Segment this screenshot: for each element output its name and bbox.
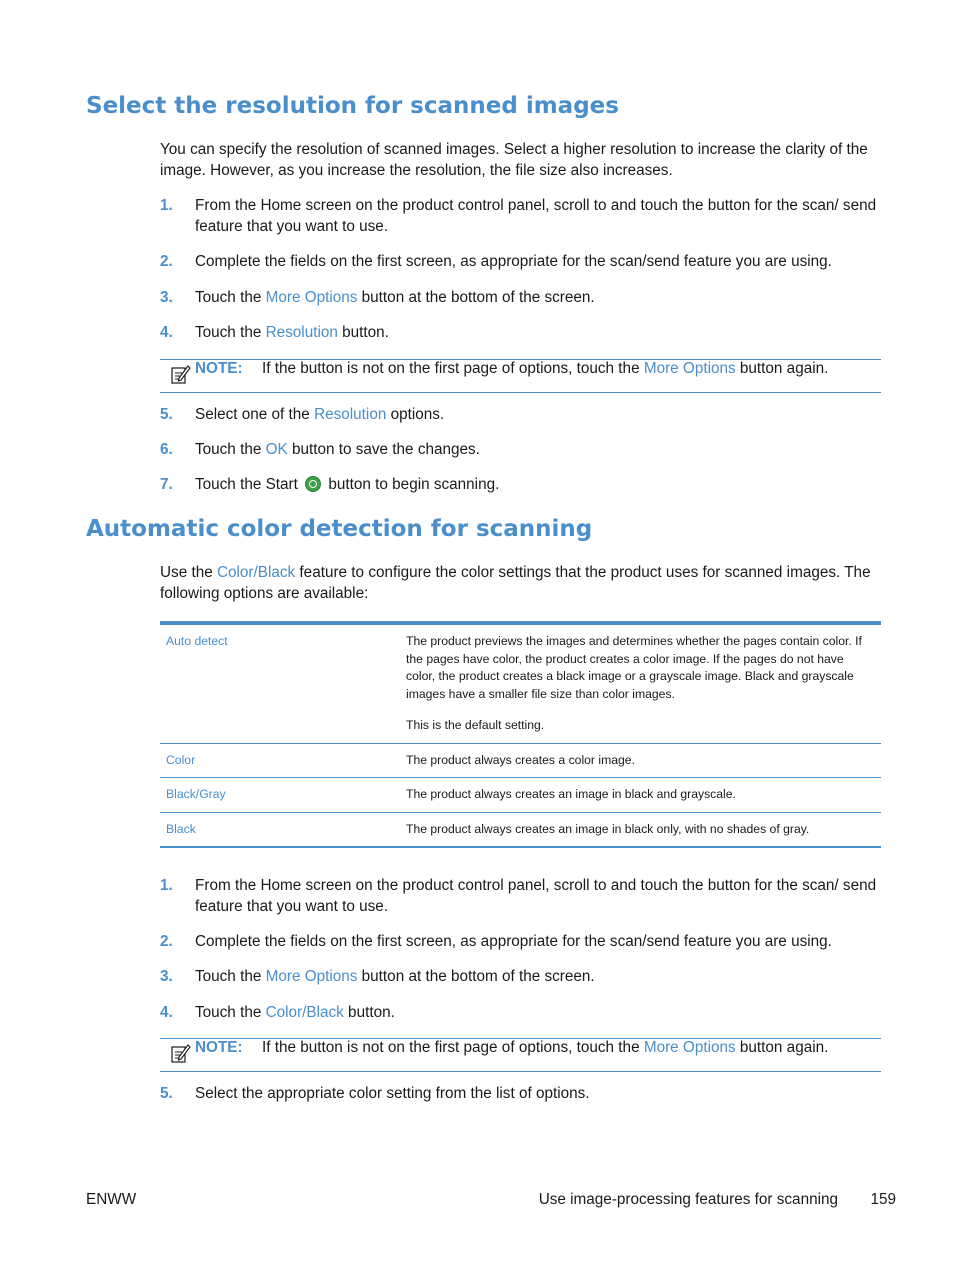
- step-text: Select the appropriate color setting from the list of options.: [195, 1085, 590, 1102]
- step-text: [195, 404, 882, 425]
- start-button-icon: [305, 476, 321, 492]
- step-5: [160, 404, 882, 425]
- note-icon: [170, 363, 192, 385]
- option-description: [400, 778, 881, 813]
- step-number: 2.: [160, 253, 173, 270]
- option-description: [400, 623, 881, 743]
- step-text: [195, 287, 882, 308]
- step-number: 1.: [160, 877, 173, 894]
- step-text-post: button.: [343, 1004, 395, 1021]
- step-text: [195, 966, 882, 987]
- step-number: 2.: [160, 933, 173, 950]
- step-text: Complete the fields on the first screen, as appropriate for the scan/send feature you are using.: [195, 253, 832, 270]
- note-label: NOTE:: [195, 360, 243, 377]
- step-number: 4.: [160, 324, 173, 341]
- step-number: 5.: [160, 1085, 173, 1102]
- note-text-post: button again.: [735, 360, 829, 377]
- table-row: [160, 743, 881, 778]
- step-text-post: button at the bottom of the screen.: [357, 289, 595, 306]
- step-text: Complete the fields on the first screen, as appropriate for the scan/send feature you are using.: [195, 933, 832, 950]
- step-number: 5.: [160, 406, 173, 423]
- note-text-pre: If the button is not on the first page of options, touch the: [262, 360, 644, 377]
- step-number: 3.: [160, 968, 173, 985]
- step-7: [160, 474, 882, 495]
- step-text-pre: Touch the: [195, 441, 266, 458]
- step-text-pre: Select one of the: [195, 406, 315, 423]
- step-text: From the Home screen on the product control panel, scroll to and touch the button for the scan/ send feature that you want to use.: [195, 877, 877, 915]
- step-3: [160, 966, 882, 987]
- note-box: [160, 1038, 881, 1072]
- option-description: [400, 812, 881, 847]
- step-3: [160, 287, 882, 308]
- step-text: [195, 322, 882, 343]
- step-number: 4.: [160, 1004, 173, 1021]
- step-text-post: button.: [337, 324, 389, 341]
- description-text: The product always creates a color image.: [406, 752, 635, 767]
- option-name: Auto detect: [166, 634, 228, 648]
- intro-paragraph-resolution: You can specify the resolution of scanned images. Select a higher resolution to increase the clarity of the image. However, as you increase the resolution, the file size also increases.: [160, 141, 868, 179]
- step-4: [160, 322, 882, 343]
- note-icon: [170, 1042, 192, 1064]
- option-description: [400, 743, 881, 778]
- step-4: [160, 1002, 882, 1023]
- step-text: [195, 439, 882, 460]
- footer-left: ENWW: [86, 1191, 137, 1208]
- intro-text-post: feature to configure the color settings that the product uses for scanned images. The following options are available:: [160, 564, 871, 602]
- description-text: The product always creates an image in black only, with no shades of gray.: [406, 821, 810, 836]
- step-text-pre: Touch the: [195, 968, 266, 985]
- step-text-post: options.: [386, 406, 445, 423]
- ui-term-resolution: Resolution: [265, 324, 338, 341]
- ui-term-more-options: More Options: [643, 1039, 736, 1056]
- table-row: [160, 623, 881, 743]
- section-title-resolution: Select the resolution for scanned images: [86, 93, 619, 119]
- step-text-pre: Touch the: [195, 324, 266, 341]
- option-name: Black: [160, 812, 400, 847]
- step-2: [160, 931, 882, 952]
- ui-term-color-black: Color/Black: [216, 564, 296, 581]
- step-text-post: button at the bottom of the screen.: [357, 968, 595, 985]
- description-text: The product previews the images and determines whether the pages contain color. If the pages have color, the product creates a color image. If the pages do not have color, the product creates a black image or a grayscale image. Black and grayscale images have a smaller file size than color images.: [406, 634, 862, 701]
- ui-term-more-options: More Options: [265, 289, 358, 306]
- step-number: 6.: [160, 441, 173, 458]
- ui-term-more-options: More Options: [643, 360, 736, 377]
- step-number: 7.: [160, 476, 173, 493]
- description-text: The product always creates an image in black and grayscale.: [406, 787, 736, 801]
- note-text-post: button again.: [735, 1039, 829, 1056]
- step-1: [160, 875, 882, 917]
- step-2: [160, 251, 882, 272]
- page-number: 159: [870, 1191, 896, 1208]
- color-options-table: [160, 621, 881, 848]
- step-text-pre: Touch the: [195, 1004, 266, 1021]
- step-1: [160, 195, 882, 237]
- note-box: [160, 359, 881, 393]
- intro-text-pre: Use the: [160, 564, 217, 581]
- ui-term-color-black: Color/Black: [265, 1004, 344, 1021]
- step-text-post: button to begin scanning.: [324, 476, 500, 493]
- section-title-color-detection: Automatic color detection for scanning: [86, 516, 593, 542]
- step-number: 1.: [160, 197, 173, 214]
- ui-term-more-options: More Options: [265, 968, 358, 985]
- intro-paragraph-color: [160, 562, 880, 604]
- step-text: [195, 474, 882, 495]
- table-row: [160, 812, 881, 847]
- step-5: [160, 1083, 882, 1104]
- step-number: 3.: [160, 289, 173, 306]
- step-text: [195, 1002, 882, 1023]
- step-text: From the Home screen on the product control panel, scroll to and touch the button for the scan/ send feature that you want to use.: [195, 197, 877, 235]
- ui-term-ok: OK: [265, 441, 288, 458]
- step-6: [160, 439, 882, 460]
- step-text-pre: Touch the Start: [195, 476, 303, 493]
- step-text-pre: Touch the: [195, 289, 266, 306]
- note-text: [262, 360, 828, 378]
- note-label: NOTE:: [195, 1039, 243, 1056]
- option-name: Black/Gray: [160, 778, 400, 813]
- note-text-pre: If the button is not on the first page of options, touch the: [262, 1039, 644, 1056]
- table-row: [160, 778, 881, 813]
- footer-section-title: Use image-processing features for scanning: [538, 1191, 838, 1208]
- note-text: [262, 1039, 828, 1057]
- description-text: This is the default setting.: [406, 718, 545, 732]
- step-text-post: button to save the changes.: [287, 441, 480, 458]
- option-name: Color: [160, 743, 400, 778]
- ui-term-resolution: Resolution: [314, 406, 387, 423]
